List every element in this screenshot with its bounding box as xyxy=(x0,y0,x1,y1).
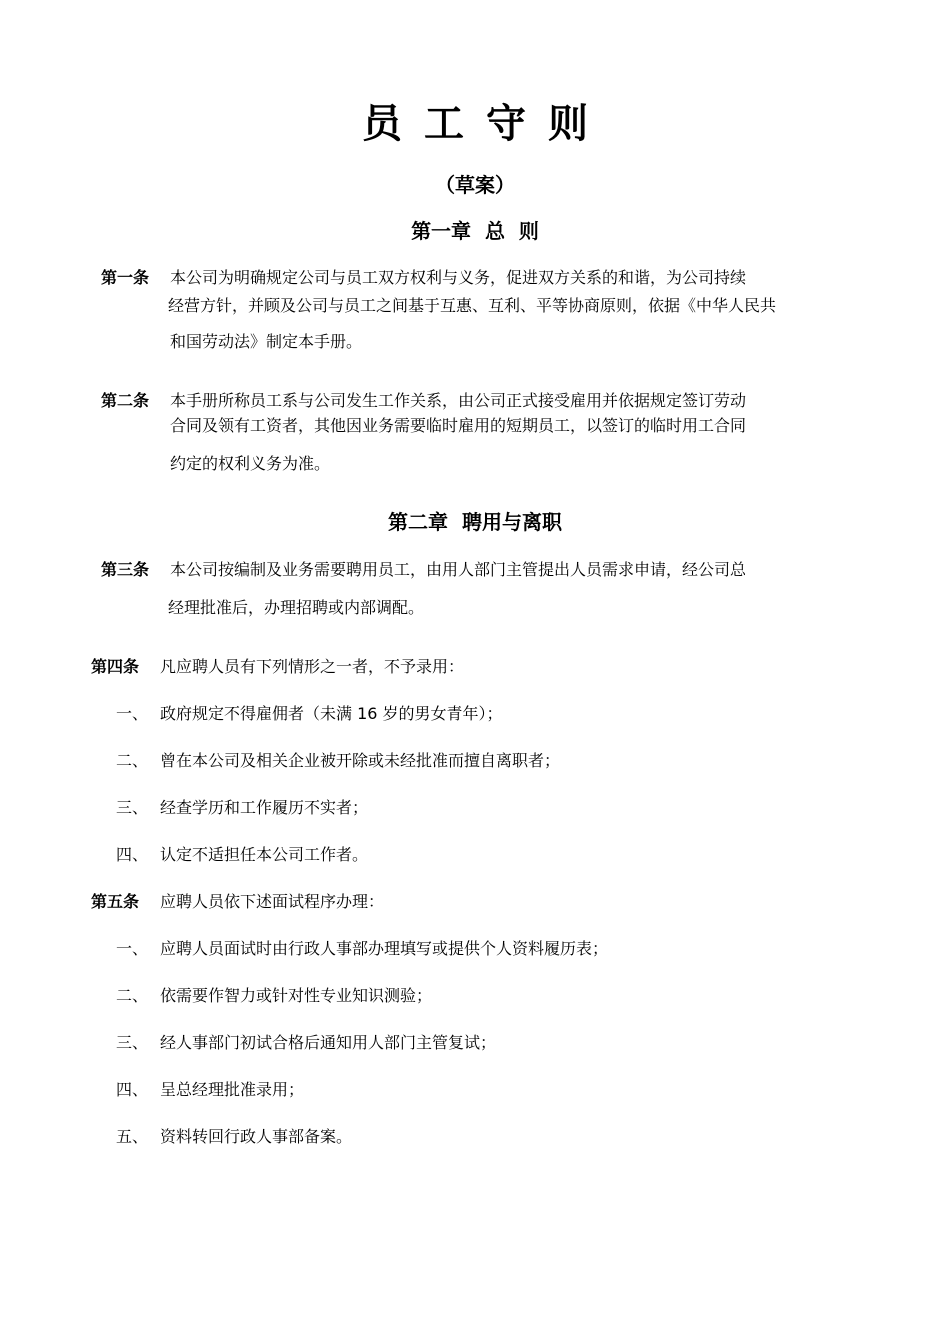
list-item-text: 应聘人员面试时由行政人事部办理填写或提供个人资料履历表； xyxy=(160,939,609,958)
list-item-number: 四、 xyxy=(116,845,149,864)
article-3-label: 第三条 xyxy=(101,560,150,579)
chapter-2-heading: 第二章 聘用与离职 xyxy=(388,510,562,534)
article-2-line: 约定的权利义务为准。 xyxy=(170,454,331,473)
list-item-number: 一、 xyxy=(116,939,149,958)
article-5-intro: 应聘人员依下述面试程序办理： xyxy=(160,892,385,911)
article-2-label: 第二条 xyxy=(101,391,150,410)
chapter-1-heading: 第一章 总 则 xyxy=(411,219,539,243)
article-3-line: 本公司按编制及业务需要聘用员工，由用人部门主管提出人员需求申请，经公司总 xyxy=(170,560,747,579)
list-item-text: 呈总经理批准录用； xyxy=(160,1080,305,1099)
list-item-text: 认定不适担任本公司工作者。 xyxy=(160,845,369,864)
document-title: 员工守则 xyxy=(362,101,610,147)
article-2-line: 合同及领有工资者，其他因业务需要临时雇用的短期员工，以签订的临时用工合同 xyxy=(170,416,747,435)
list-item-number: 三、 xyxy=(116,798,149,817)
list-item-text: 经人事部门初试合格后通知用人部门主管复试； xyxy=(160,1033,497,1052)
list-item-text: 政府规定不得雇佣者（未满 16 岁的男女青年）； xyxy=(160,704,503,723)
list-item-number: 三、 xyxy=(116,1033,149,1052)
article-2-line: 本手册所称员工系与公司发生工作关系，由公司正式接受雇用并依据规定签订劳动 xyxy=(170,391,747,410)
article-1-label: 第一条 xyxy=(101,268,150,287)
document-subtitle: （草案） xyxy=(435,173,515,197)
article-3-line: 经理批准后，办理招聘或内部调配。 xyxy=(168,598,425,617)
list-item-text: 依需要作智力或针对性专业知识测验； xyxy=(160,986,433,1005)
list-item-text: 资料转回行政人事部备案。 xyxy=(160,1127,353,1146)
list-item-number: 五、 xyxy=(116,1127,149,1146)
list-item-text: 经查学历和工作履历不实者； xyxy=(160,798,369,817)
list-item-number: 二、 xyxy=(116,751,149,770)
list-item-number: 二、 xyxy=(116,986,149,1005)
article-5-label: 第五条 xyxy=(91,892,140,911)
article-1-line: 经营方针，并顾及公司与员工之间基于互惠、互利、平等协商原则，依据《中华人民共 xyxy=(168,296,777,315)
article-1-line: 本公司为明确规定公司与员工双方权利与义务，促进双方关系的和谐，为公司持续 xyxy=(170,268,747,287)
article-4-intro: 凡应聘人员有下列情形之一者，不予录用： xyxy=(160,657,465,676)
list-item-number: 四、 xyxy=(116,1080,149,1099)
list-item-text: 曾在本公司及相关企业被开除或未经批准而擅自离职者； xyxy=(160,751,561,770)
article-1-line: 和国劳动法》制定本手册。 xyxy=(170,332,363,351)
article-4-label: 第四条 xyxy=(91,657,140,676)
list-item-number: 一、 xyxy=(116,704,149,723)
